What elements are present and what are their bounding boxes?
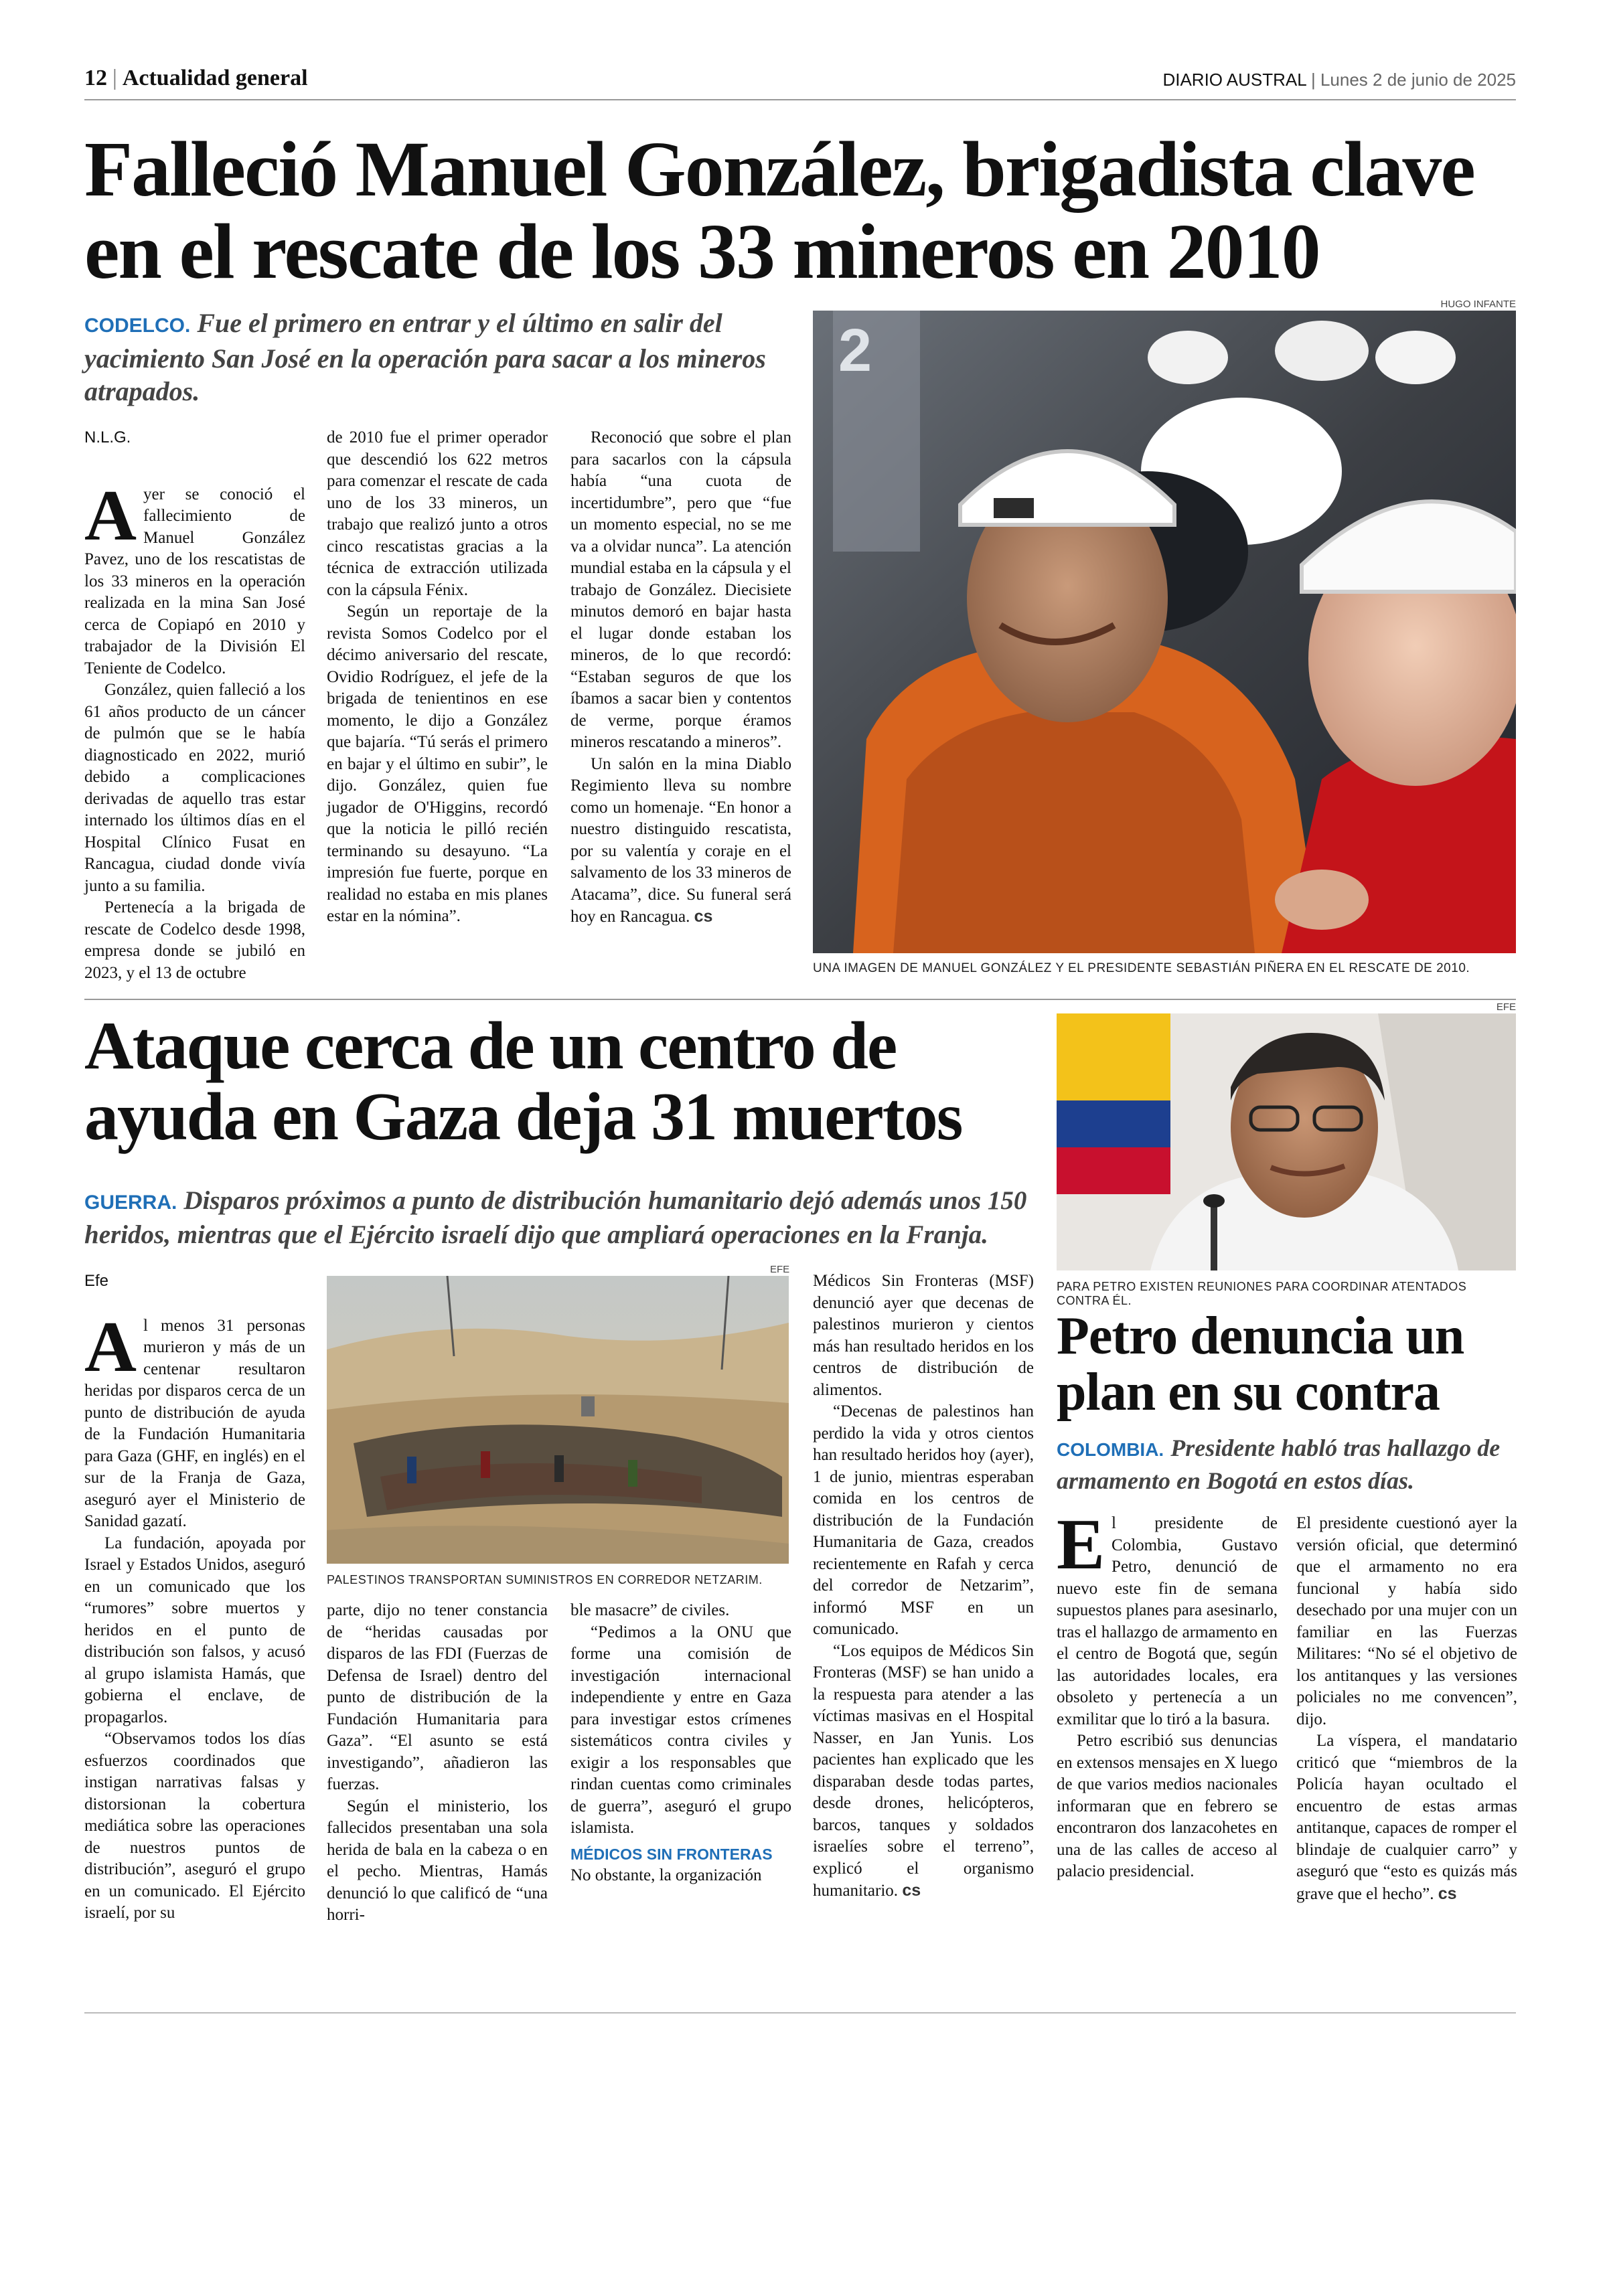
article2-paragraph: “Pedimos a la ONU que forme una comisión de investigación internacional independiente y entre en Gaza para investigar estos crímenes sistemáticos contra civiles y exigir a los responsables que rindan cuentas como criminales de guerra”, aseguró el grupo islamista. [570, 1623, 791, 1837]
article2-subhead: MÉDICOS SIN FRONTERAS [570, 1845, 773, 1863]
article2-headline [84, 1008, 1049, 1155]
article2-paragraph: “Observamos todos los días esfuerzos coordinados que instigan narrativas falsas y distorsionan la cobertura mediática sobre las operaciones de nuestros puntos de distribución”, aseguró el grupo en un comunicado. El Ejército israelí, por su [84, 1730, 305, 1922]
article3-deck-text: Presidente habló tras hallazgo de armamento en Bogotá en estos días. [1057, 1434, 1501, 1494]
petro-photo-image [1057, 1013, 1516, 1270]
article1-paragraph: Ayer se conoció el fallecimiento de Manuel González Pavez, uno de los rescatistas de los 33 mineros en la operación realizada en la mina San José cerca de Copiapó en 2010 y trabajador de la División El Teniente de Codelco. [84, 475, 305, 677]
article2-paragraph: “Decenas de palestinos han perdido la vida y otros cientos han resultado heridos hoy (ayer), 1 de junio, mientras esperaban comida en los centros de distribución de la Fundación Humanitaria de Gaza, creados recientemente en Rafah y cerca del corredor de Netzarim”, informó MSF en un comunicado. [813, 1402, 1034, 1638]
header-rule [84, 99, 1516, 100]
article1-paragraph: Según un reportaje de la revista Somos Codelco por el décimo aniversario del rescate, Ovidio Rodríguez, el jefe de la brigada de tenientinos en ese momento, le dijo a González que bajaría. “Tú serás el primero en bajar y el último en subir”, le dijo. González, quien fue jugador de O'Higgins, recordó que la noticia le pilló recién terminando su desayuno. “La impresión fue fuerte, porque en realidad no estaba en mis planes estar en la nómina”. [327, 602, 548, 925]
article2-paragraph: Según el ministerio, los fallecidos presentaban una sola herida de bala en la cabeza o en el pecho. Mientras, Hamás denunció lo que calificó de “una horri- [327, 1797, 548, 1924]
article1-deck-text: Fue el primero en entrar y el último en salir del yacimiento San José en la operación para sacar a los mineros atrapados. [84, 308, 766, 406]
svg-text:2: 2 [838, 317, 872, 384]
article1-paragraph: de 2010 fue el primer operador que descendió los 622 metros para comenzar el rescate de cada uno de los 33 mineros, un trabajo que realizó junto a otros cinco rescatistas gracias a la técnica de extracción utilizada con la cápsula Fénix. [327, 428, 548, 599]
article3-dropcap: E [1057, 1505, 1105, 1584]
article2-dropcap: A [84, 1307, 137, 1387]
article2-headline-line1: Ataque cerca de un centro de [84, 1008, 897, 1084]
article2-paragraph: La fundación, apoyada por Israel y Estados Unidos, aseguró en un comunicado que los “rumores” sobre muertos y heridos en el punto de distribución son falsos, y acusó al grupo islamista Hamás, que gobierna el enclave, de propagarlos. [84, 1534, 305, 1726]
article3-column-2 [1296, 1513, 1517, 1905]
issue-date: Lunes 2 de junio de 2025 [1320, 70, 1516, 90]
article1-dropcap: A [84, 475, 137, 556]
article3-photo-caption: PARA PETRO EXISTEN REUNIONES PARA COORDINAR ATENTADOS CONTRA ÉL. [1057, 1280, 1467, 1307]
article3-photo-credit: EFE [1496, 1001, 1516, 1013]
article1-photo-credit: HUGO INFANTE [1440, 299, 1516, 310]
article2-column-2 [327, 1600, 548, 1926]
section-name: Actualidad general [122, 66, 308, 90]
article2-deck-text: Disparos próximos a punto de distribución humanitario dejó además unos 150 heridos, mientras que el Ejército israelí dijo que ampliará operaciones en la Franja. [84, 1186, 1027, 1249]
article3-deck [1057, 1432, 1519, 1496]
article1-photo-caption: UNA IMAGEN DE MANUEL GONZÁLEZ Y EL PRESIDENTE SEBASTIÁN PIÑERA EN EL RESCATE DE 2010. [813, 961, 1470, 975]
article3-paragraph: La víspera, el mandatario criticó que “miembros de la Policía hayan ocultado el encuentro de estas armas antitanque, capaces de romper el blindaje de cualquier carro” y aseguró que “esto es quizás más grave que el hecho”. cs [1296, 1732, 1517, 1903]
article2-paragraph: Al menos 31 personas murieron y más de un centenar resultaron heridas por disparos cerca de un punto de distribución de ayuda de la Fundación Humanitaria para Gaza (GHF, en inglés) en el sur de la Franja de Gaza, aseguró ayer el Ministerio de Sanidad gazatí. [84, 1307, 305, 1530]
page-header-right [1162, 70, 1516, 90]
article3-headline-line2: plan en su contra [1057, 1363, 1440, 1422]
header-separator: | [1306, 70, 1320, 90]
article3-column-1 [1057, 1505, 1278, 1883]
gaza-photo [327, 1276, 789, 1564]
article2-paragraph: ble masacre” de civiles. [570, 1601, 730, 1619]
article3-paragraph: Petro escribió sus denuncias en extensos mensajes en X luego de que varios medios nacionales informaran que en febrero se encontraron dos lanzacohetes en una de las calles de acceso al palacio presidencial. [1057, 1732, 1278, 1880]
page-number: 12 [84, 66, 107, 90]
article3-kicker: COLOMBIA. [1057, 1439, 1164, 1460]
article3-headline [1057, 1308, 1525, 1420]
article2-kicker: GUERRA. [84, 1192, 177, 1214]
article2-paragraph: Médicos Sin Fronteras (MSF) denunció ayer que decenas de palestinos murieron y cientos más han resultado heridos en los centros de distribución de alimentos. [813, 1272, 1034, 1399]
article1-deck [84, 307, 781, 408]
article1-paragraph: González, quien falleció a los 61 años producto de un cáncer de pulmón que se le había diagnosticado en 2022, murió debido a complicaciones derivadas de aquello tras estar internado los últimos días en el Hospital Clínico Fusat en Rancagua, ciudad donde vivía junto a su familia. [84, 681, 305, 895]
newspaper-name: DIARIO AUSTRAL [1162, 70, 1306, 90]
rescue-photo [813, 311, 1516, 953]
article2-paragraph: No obstante, la organización [570, 1866, 762, 1884]
article2-deck [84, 1185, 1035, 1251]
gaza-photo-image [327, 1276, 789, 1564]
article1-column-1 [84, 427, 305, 984]
footer-rule [84, 2012, 1516, 2014]
article3-paragraph: El presidente de Colombia, Gustavo Petro, denunció de nuevo este fin de semana supuestos planes para asesinarlo, tras el hallazgo de armamento en el centro de Bogotá que, según las autoridades locales, era obsoleto y pertenecía a un exmilitar que lo tiró a la basura. [1057, 1505, 1278, 1728]
article2-column-1 [84, 1270, 305, 1924]
article2-paragraph: parte, dijo no tener constancia de “heridas causadas por disparos de las FDI (Fuerzas de Defensa de Israel) dentro del punto de distribución de la Fundación Humanitaria para Gaza”. “El asunto se está investigando”, añadieron las fuerzas. [327, 1601, 548, 1793]
article3-headline-line1: Petro denuncia un [1057, 1307, 1464, 1366]
petro-photo [1057, 1013, 1516, 1270]
article1-byline: N.L.G. [84, 428, 131, 446]
article1-paragraph: Pertenecía a la brigada de rescate de Codelco desde 1998, empresa donde se jubiló en 2023, y el 13 de octubre [84, 898, 305, 982]
end-mark-icon: cs [902, 1881, 921, 1900]
article2-headline-line2: ayuda en Gaza deja 31 muertos [84, 1079, 962, 1155]
article2-paragraph: “Los equipos de Médicos Sin Fronteras (MSF) se han unido a la respuesta para atender a las víctimas masivas en el Hospital Nasser, en Jan Yunis. Los pacientes han explicado que les disparaban desde todas partes, desde drones, helicópteros, barcos, tanques y soldados israelíes sobre el terreno”, explicó el organismo humanitario. cs [813, 1641, 1034, 1900]
article2-column-4 [813, 1270, 1034, 1902]
article1-column-2 [327, 427, 548, 928]
article3-paragraph: El presidente cuestionó ayer la versión oficial, que determinó que el armamento no era funcional y había sido desechado por una mujer con un familiar en las Fuerzas Militares: “No sé el objetivo de los antitanques y las versiones policiales no me convencen”, dijo. [1296, 1514, 1517, 1728]
article1-headline-line2: en el rescate de los 33 mineros en 2010 [84, 207, 1320, 295]
article2-photo-caption: PALESTINOS TRANSPORTAN SUMINISTROS EN CORREDOR NETZARIM. [327, 1573, 763, 1586]
end-mark-icon: cs [694, 907, 713, 926]
article1-headline [84, 125, 1524, 295]
article1-kicker: CODELCO. [84, 315, 191, 337]
page-header-left [84, 66, 308, 91]
section-rule [84, 999, 1516, 1000]
article2-column-3 [570, 1600, 791, 1887]
article2-byline: Efe [84, 1272, 109, 1290]
article1-column-3 [570, 427, 791, 928]
article2-photo-credit: EFE [770, 1264, 790, 1275]
end-mark-icon: cs [1438, 1884, 1457, 1903]
rescue-photo-image [813, 311, 1516, 953]
article1-headline-line1: Falleció Manuel González, brigadista clave [84, 125, 1474, 213]
article1-paragraph: Un salón en la mina Diablo Regimiento lleva su nombre como un homenaje. “En honor a nuestro distinguido rescatista, por su valentía y coraje en el salvamento de los 33 mineros de Atacama”, dice. Su funeral será hoy en Rancagua. cs [570, 754, 791, 926]
article1-paragraph: Reconoció que sobre el plan para sacarlos con la cápsula había “una cuota de incertidumbre”, pero que “fue un momento especial, no se me va a olvidar nunca”. La atención mundial estaba en la cápsula y el trabajo de González. Diecisiete minutos demoró en bajar hasta el lugar donde estaban los mineros, de lo que recordó: “Estaban seguros de que los íbamos a sacar bien y contentos de verme, porque éramos mineros rescatando a mineros”. [570, 428, 791, 751]
header-separator: | [112, 66, 117, 90]
